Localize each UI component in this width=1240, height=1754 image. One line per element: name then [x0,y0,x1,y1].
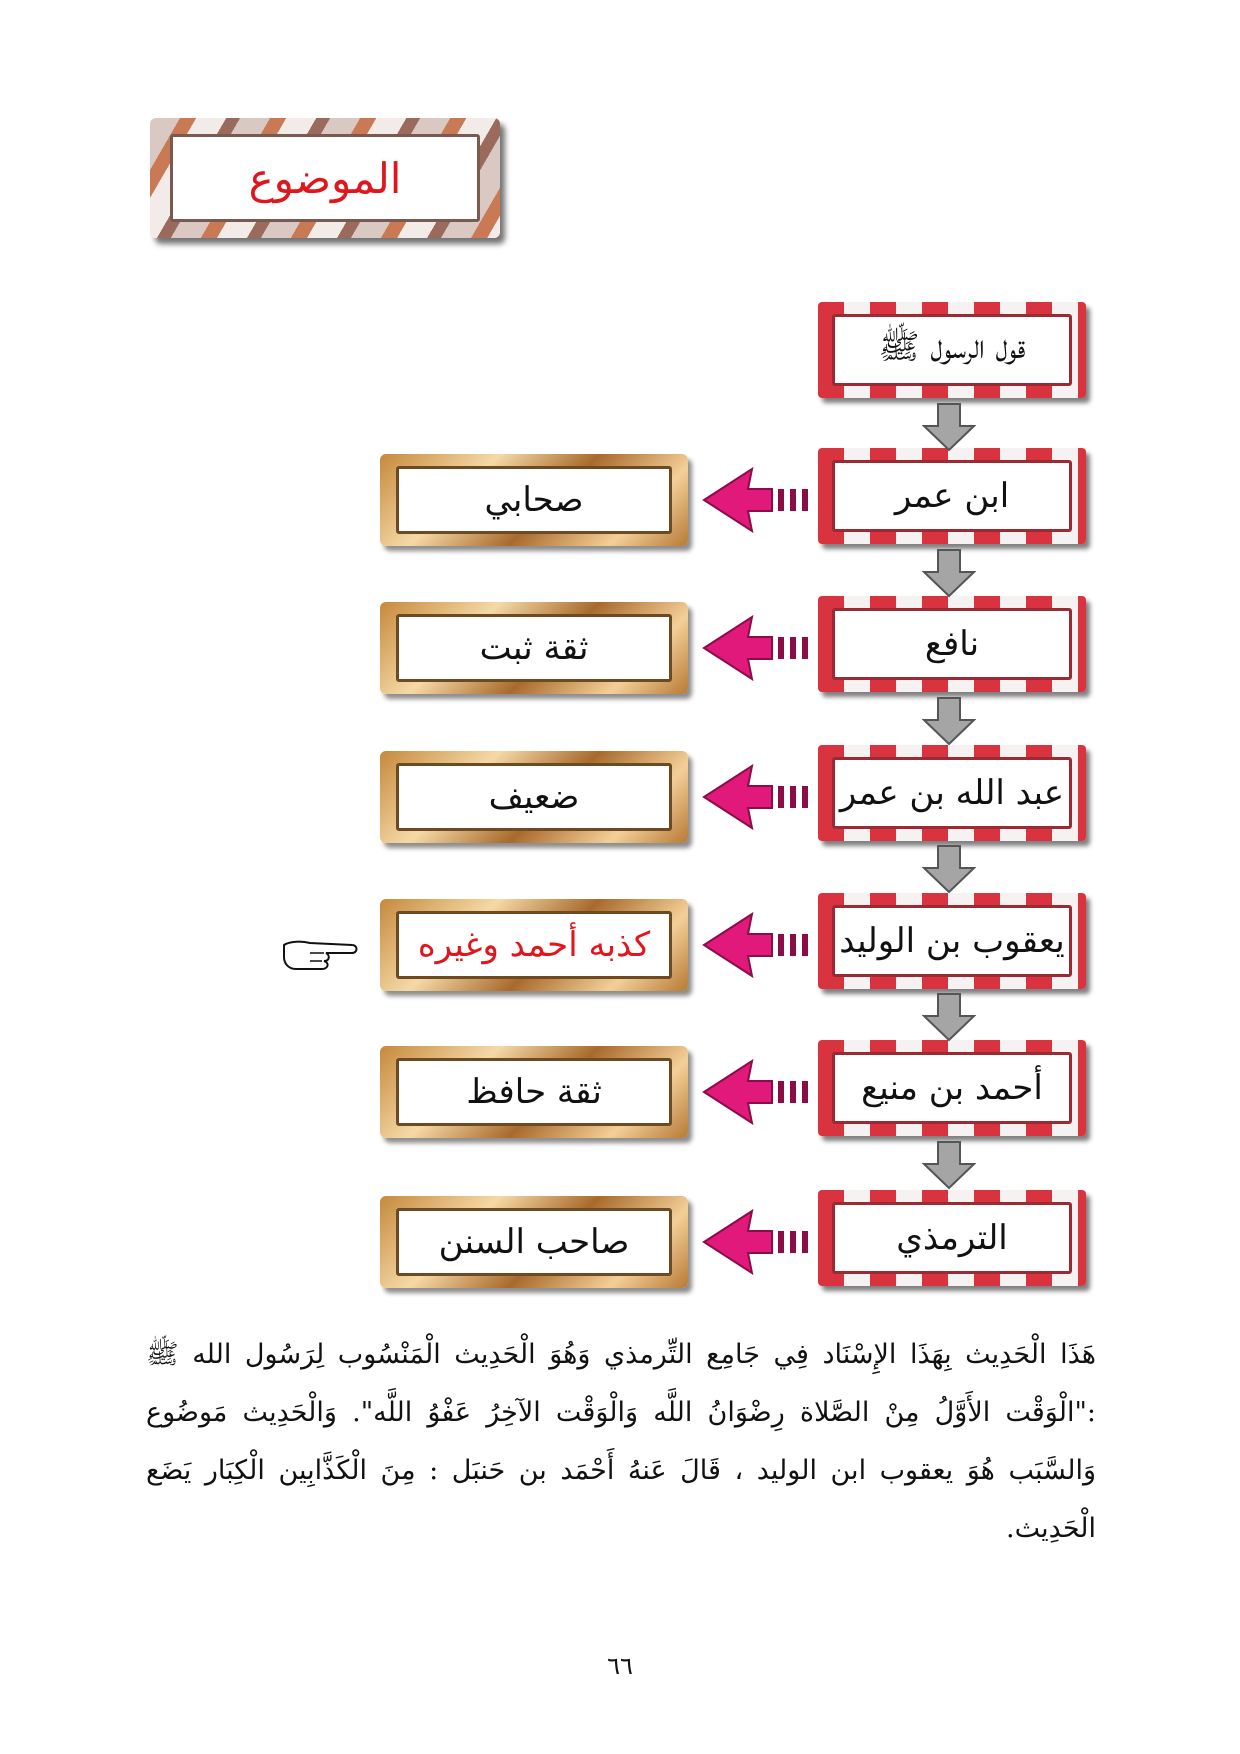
arrow-down-icon [922,402,976,452]
grade-label: صاحب السنن [396,1208,672,1276]
grade-box-liar [380,899,688,991]
chain-label: أحمد بن منيع [832,1052,1072,1124]
arrow-left-icon [700,910,820,980]
arrow-left-icon [700,1057,820,1127]
grade-box-sunan [380,1196,688,1288]
grade-box-trustworthy [380,602,688,694]
chain-box-nafi [818,596,1086,692]
chain-label: عبد الله بن عمر [832,757,1072,829]
grade-label: ثقة ثبت [396,614,672,682]
arrow-left-icon [700,1207,820,1277]
chain-box-ibn-umar [818,448,1086,544]
arrow-down-icon [922,696,976,746]
arrow-left-icon [700,465,820,535]
page-number: ٦٦ [607,1652,633,1680]
arrow-down-icon [922,1140,976,1190]
chain-box-yaqub [818,893,1086,989]
chain-box-ahmad [818,1040,1086,1136]
chain-box-tirmidhi [818,1190,1086,1286]
pointing-hand-icon [280,933,360,973]
chain-label: يعقوب بن الوليد [832,905,1072,977]
chain-label: ابن عمر [832,460,1072,532]
grade-box-weak [380,751,688,843]
chain-label: الترمذي [832,1202,1072,1274]
arrow-left-icon [700,762,820,832]
grade-label-flagged: كذبه أحمد وغيره [396,911,672,979]
grade-label: ثقة حافظ [396,1058,672,1126]
arrow-down-icon [922,992,976,1042]
explanation-paragraph: هَذَا الْحَدِيث بِهَذَا الإِسْنَاد فِي جَامِع التِّرمذي وَهُوَ الْحَدِيث الْمَنْسُوب لِرَسُول الله ﷺ :"الْوَقْت الأَوَّلُ مِنْ الصَّلاة رِضْوَانُ اللَّه وَالْوَقْت الآخِرُ عَفْوُ اللَّه". وَالْحَدِيث مَوضُوع وَالسَّبَب هُوَ يعقوب ابن الوليد ، قَالَ عَنهُ أَحْمَد بن حَنبَل : مِنَ الْكَذَّابِين الْكِبَار يَضَع الْحَدِيث. [146,1339,1096,1544]
grade-box-hafiz [380,1046,688,1138]
chain-label: نافع [832,608,1072,680]
chain-box-prophet [818,302,1086,398]
grade-label: ضعيف [396,763,672,831]
page-title: الموضوع [170,134,480,222]
title-badge [150,118,500,238]
arrow-down-icon [922,844,976,894]
arrow-left-icon [700,613,820,683]
arrow-down-icon [922,548,976,598]
grade-box-companion [380,454,688,546]
chain-box-abdullah [818,745,1086,841]
chain-label: قول الرسول ﷺ [832,314,1072,386]
grade-label: صحابي [396,466,672,534]
